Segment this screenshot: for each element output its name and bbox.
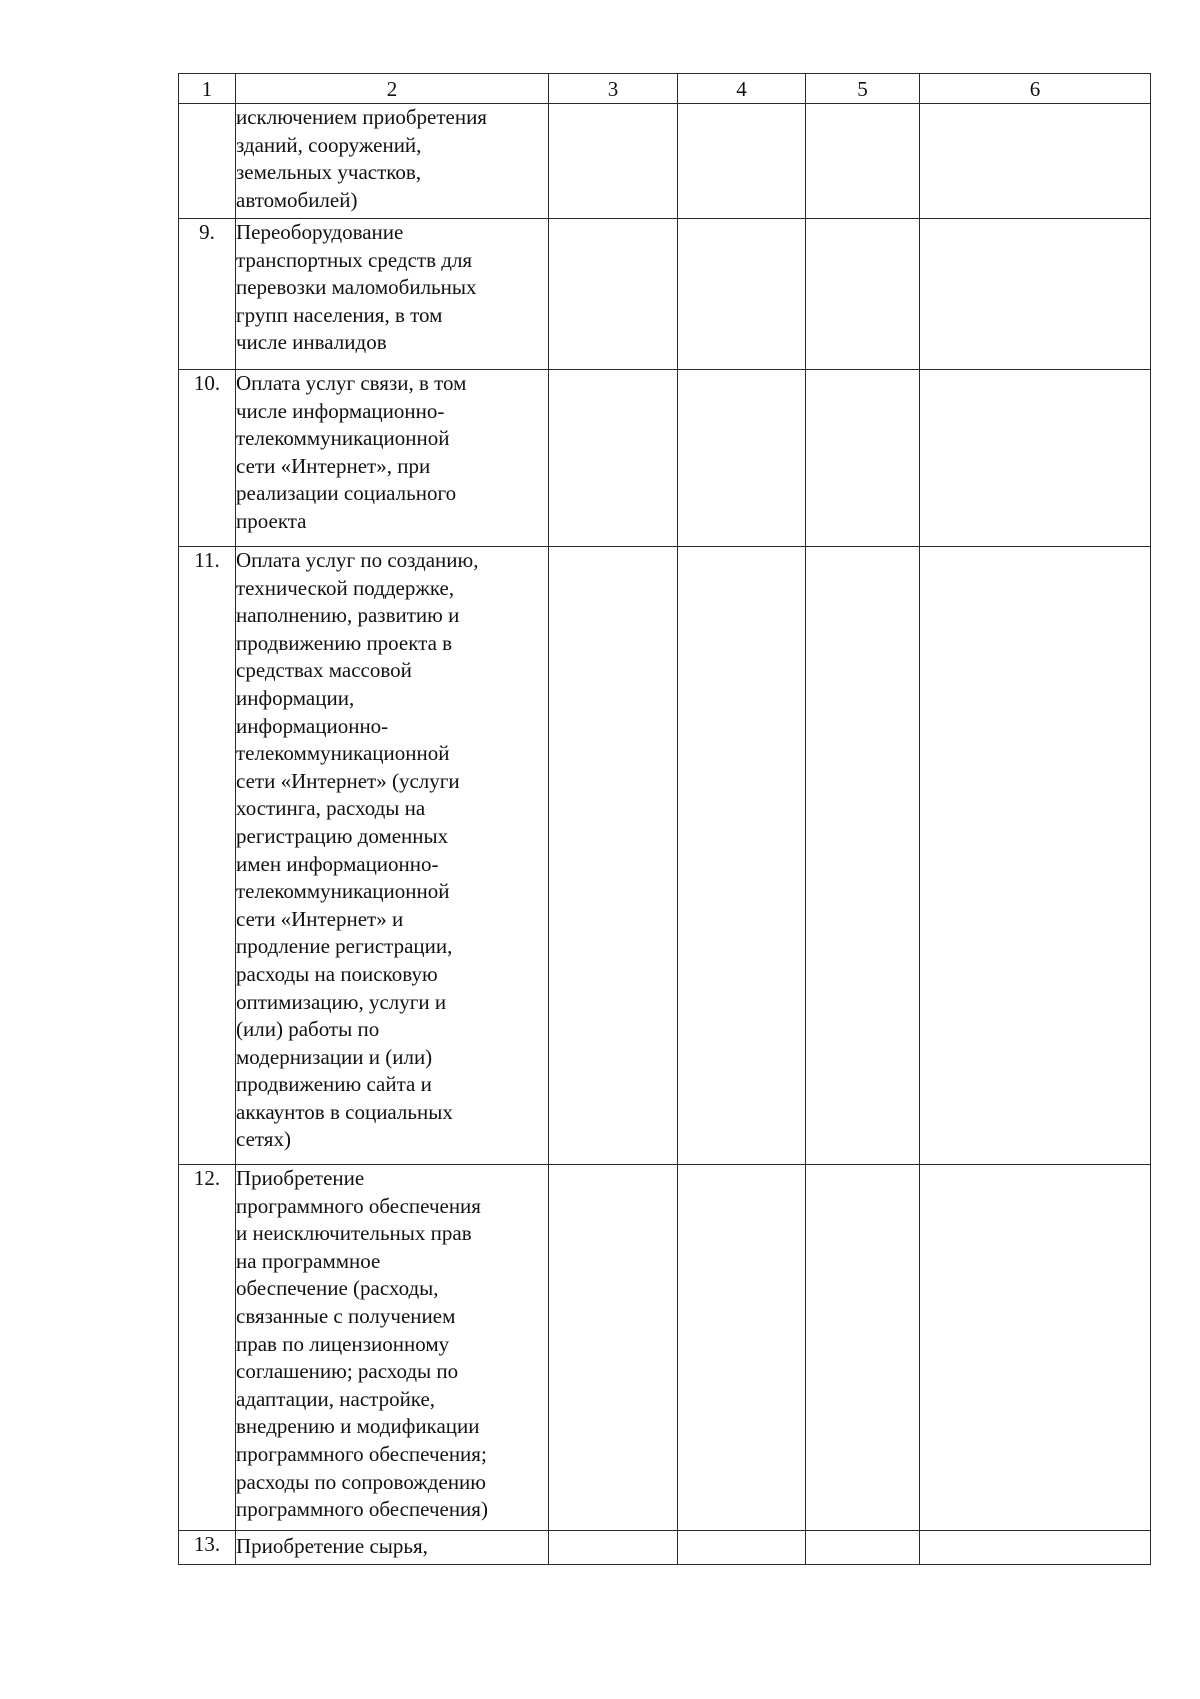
row-number: 13.: [179, 1531, 236, 1565]
row-number: 9.: [179, 219, 236, 370]
column-number-4: 4: [678, 74, 806, 104]
empty-cell: [920, 1531, 1151, 1565]
row-description: Оплата услуг по созданию, технической поддержке, наполнению, развитию и продвижению проекта в средствах массовой информации, информационно- телекоммуникационной сети «Интернет» (услуги хостинга, расходы на регистрацию доменных имен информационно- телекоммуникационной сети «Интернет» и продление регистрации, расходы на поисковую оптимизацию, услуги и (или) работы по модернизации и (или) продвижению сайта и аккаунтов в социальных сетях): [236, 547, 549, 1165]
empty-cell: [806, 1165, 920, 1531]
table-row: [179, 370, 1151, 547]
empty-cell: [806, 1531, 920, 1565]
table-row: [179, 1531, 1151, 1565]
empty-cell: [920, 370, 1151, 547]
row-description: Оплата услуг связи, в том числе информационно- телекоммуникационной сети «Интернет», при реализации социального проекта: [236, 370, 549, 547]
column-number-1: 1: [179, 74, 236, 104]
empty-cell: [549, 1531, 678, 1565]
empty-cell: [678, 219, 806, 370]
empty-cell: [678, 547, 806, 1165]
row-number: 10.: [179, 370, 236, 547]
row-number: 11.: [179, 547, 236, 1165]
expenses-table: [178, 73, 1151, 1565]
table-row: [179, 547, 1151, 1165]
row-description: Переоборудование транспортных средств для перевозки маломобильных групп населения, в том числе инвалидов: [236, 219, 549, 370]
empty-cell: [806, 547, 920, 1165]
empty-cell: [678, 1531, 806, 1565]
empty-cell: [678, 1165, 806, 1531]
row-description: исключением приобретения зданий, сооружений, земельных участков, автомобилей): [236, 104, 549, 219]
empty-cell: [678, 104, 806, 219]
column-number-6: 6: [920, 74, 1151, 104]
row-number: [179, 104, 236, 219]
table-row: [179, 219, 1151, 370]
row-description: Приобретение сырья,: [236, 1531, 549, 1565]
empty-cell: [549, 104, 678, 219]
row-description: Приобретение программного обеспечения и неисключительных прав на программное обеспечение (расходы, связанные с получением прав по лицензионному соглашению; расходы по адаптации, настройке, внедрению и модификации программного обеспечения; расходы по сопровождению программного обеспечения): [236, 1165, 549, 1531]
empty-cell: [920, 547, 1151, 1165]
table-row: [179, 104, 1151, 219]
column-number-5: 5: [806, 74, 920, 104]
table-header-row: [179, 74, 1151, 104]
empty-cell: [806, 219, 920, 370]
empty-cell: [549, 219, 678, 370]
empty-cell: [920, 104, 1151, 219]
empty-cell: [549, 1165, 678, 1531]
column-number-3: 3: [549, 74, 678, 104]
empty-cell: [549, 370, 678, 547]
row-number: 12.: [179, 1165, 236, 1531]
empty-cell: [806, 370, 920, 547]
empty-cell: [549, 547, 678, 1165]
empty-cell: [920, 1165, 1151, 1531]
column-number-2: 2: [236, 74, 549, 104]
table-row: [179, 1165, 1151, 1531]
empty-cell: [920, 219, 1151, 370]
empty-cell: [678, 370, 806, 547]
empty-cell: [806, 104, 920, 219]
